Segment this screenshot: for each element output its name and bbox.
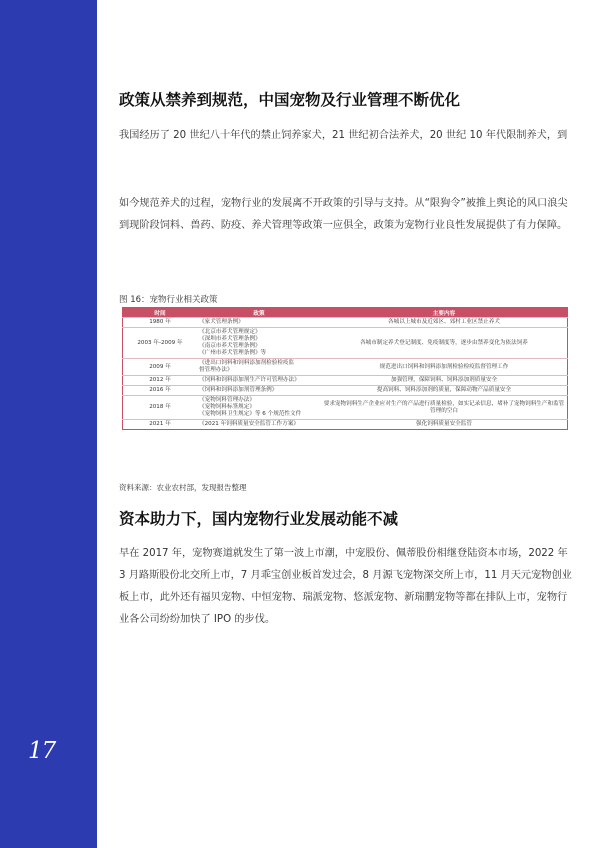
table-row (123, 376, 568, 386)
figure-source: 资料来源：农业农村部，发现报告整理 (119, 483, 247, 492)
page-number: 17 (28, 738, 56, 764)
cell-policy (197, 386, 321, 396)
policy-line: 《北京市养犬管理规定》 (199, 329, 261, 335)
cell-content: 规范进出口饲料和饲料添加剂检验检疫监督管理工作 (321, 359, 568, 376)
paragraph-capital-ipo: 早在 2017 年，宠物赛道就发生了第一波上市潮，中宠股份、佩蒂股份相继登陆资本市场，2022 年 3 月路斯股份北交所上市，7 月乖宝创业板首发过会，8 月源飞宠物深交所上市，11 月天元宠物创业板上市，此外还有福贝宠物、中恒宠物、瑞派宠物、悠派宠物、新瑞鹏宠物等都在排队上市，宠物行业各公司纷纷加快了 IPO 的步伐。 (119, 548, 572, 625)
cell-content: 加强管理，保障饲料、饲料添加剂质量安全 (321, 376, 568, 386)
cell-policy (197, 359, 321, 376)
policy-line: 《家犬管理条例》 (199, 319, 244, 325)
table-row (123, 386, 568, 396)
table-row (123, 396, 568, 420)
policy-line: 《深圳市养犬管理条例》 (199, 336, 261, 342)
policy-line: 《宠物饲料卫生规定》等 6 个规范性文件 (199, 411, 302, 417)
cell-policy (197, 376, 321, 386)
header-content: 主要内容 (321, 308, 568, 318)
cell-year: 2018 年 (123, 396, 198, 420)
cell-content: 各城以上城市及近郊区、郊村工业区禁止养犬 (321, 318, 568, 328)
section-title-policy: 政策从禁养到规范，中国宠物及行业管理不断优化 (119, 91, 461, 109)
paragraph-policy-support: 如今规范养犬的过程，宠物行业的发展离不开政策的引导与支持。从“限狗令”被推上舆论的风口浪尖到现阶段饲料、兽药、防疫、养犬管理等政策一应俱全，政策为宠物行业良性发展提供了有力保障。 (119, 198, 568, 231)
table-row (123, 420, 568, 430)
policy-line: 《饲料和饲料添加剂生产许可管理办法》 (199, 377, 300, 383)
policy-line: 《进出口饲料和饲料添加剂检验检疫监 (199, 360, 295, 366)
policy-line: 《南京市养犬管理条例》 (199, 343, 261, 349)
cell-year: 2012 年 (123, 376, 198, 386)
table-row (123, 359, 568, 376)
policy-table (122, 307, 568, 430)
policy-line: 《宠物饲料管理办法》 (199, 397, 255, 403)
cell-year: 2016 年 (123, 386, 198, 396)
cell-policy (197, 318, 321, 328)
table-row (123, 328, 568, 359)
header-policy: 政策 (197, 308, 321, 318)
cell-policy (197, 420, 321, 430)
cell-year: 2021 年 (123, 420, 198, 430)
cell-content: 提高饲料、饲料添加剂的质量，保障动物产品质量安全 (321, 386, 568, 396)
left-sidebar-band (0, 0, 97, 848)
cell-year: 1980 年 (123, 318, 198, 328)
policy-line: 《饲料和饲料添加剂管理条例》 (199, 387, 278, 393)
cell-year: 2009 年 (123, 359, 198, 376)
cell-content: 各城市制定养犬登记制度、免疫制度等，逐步由禁养变化为依法饲养 (321, 328, 568, 359)
cell-content: 强化饲料质量安全监管 (321, 420, 568, 430)
cell-content: 要求宠物饲料生产企业应对生产的产品进行质量检验，如实记录信息，堵补了宠物饲料生产和监管管理的空白 (321, 396, 568, 420)
paragraph-policy-history: 我国经历了 20 世纪八十年代的禁止饲养家犬，21 世纪初合法养犬，20 世纪 10 年代限制养犬，到 (119, 130, 568, 141)
policy-line: 《宠物饲料标签规定》 (199, 404, 255, 410)
figure-title: 图 16：宠物行业相关政策 (119, 295, 218, 305)
table-header-row (123, 308, 568, 318)
cell-policy (197, 396, 321, 420)
table-row (123, 318, 568, 328)
cell-policy (197, 328, 321, 359)
cell-year: 2003 年-2009 年 (123, 328, 198, 359)
header-time: 时间 (123, 308, 198, 318)
section-title-capital: 资本助力下，国内宠物行业发展动能不减 (119, 510, 399, 528)
policy-line: 督管理办法》 (199, 367, 233, 373)
policy-line: 《2021 年饲料质量安全监管工作方案》 (199, 421, 299, 427)
policy-line: 《广州市养犬管理条例》等 (199, 350, 267, 356)
